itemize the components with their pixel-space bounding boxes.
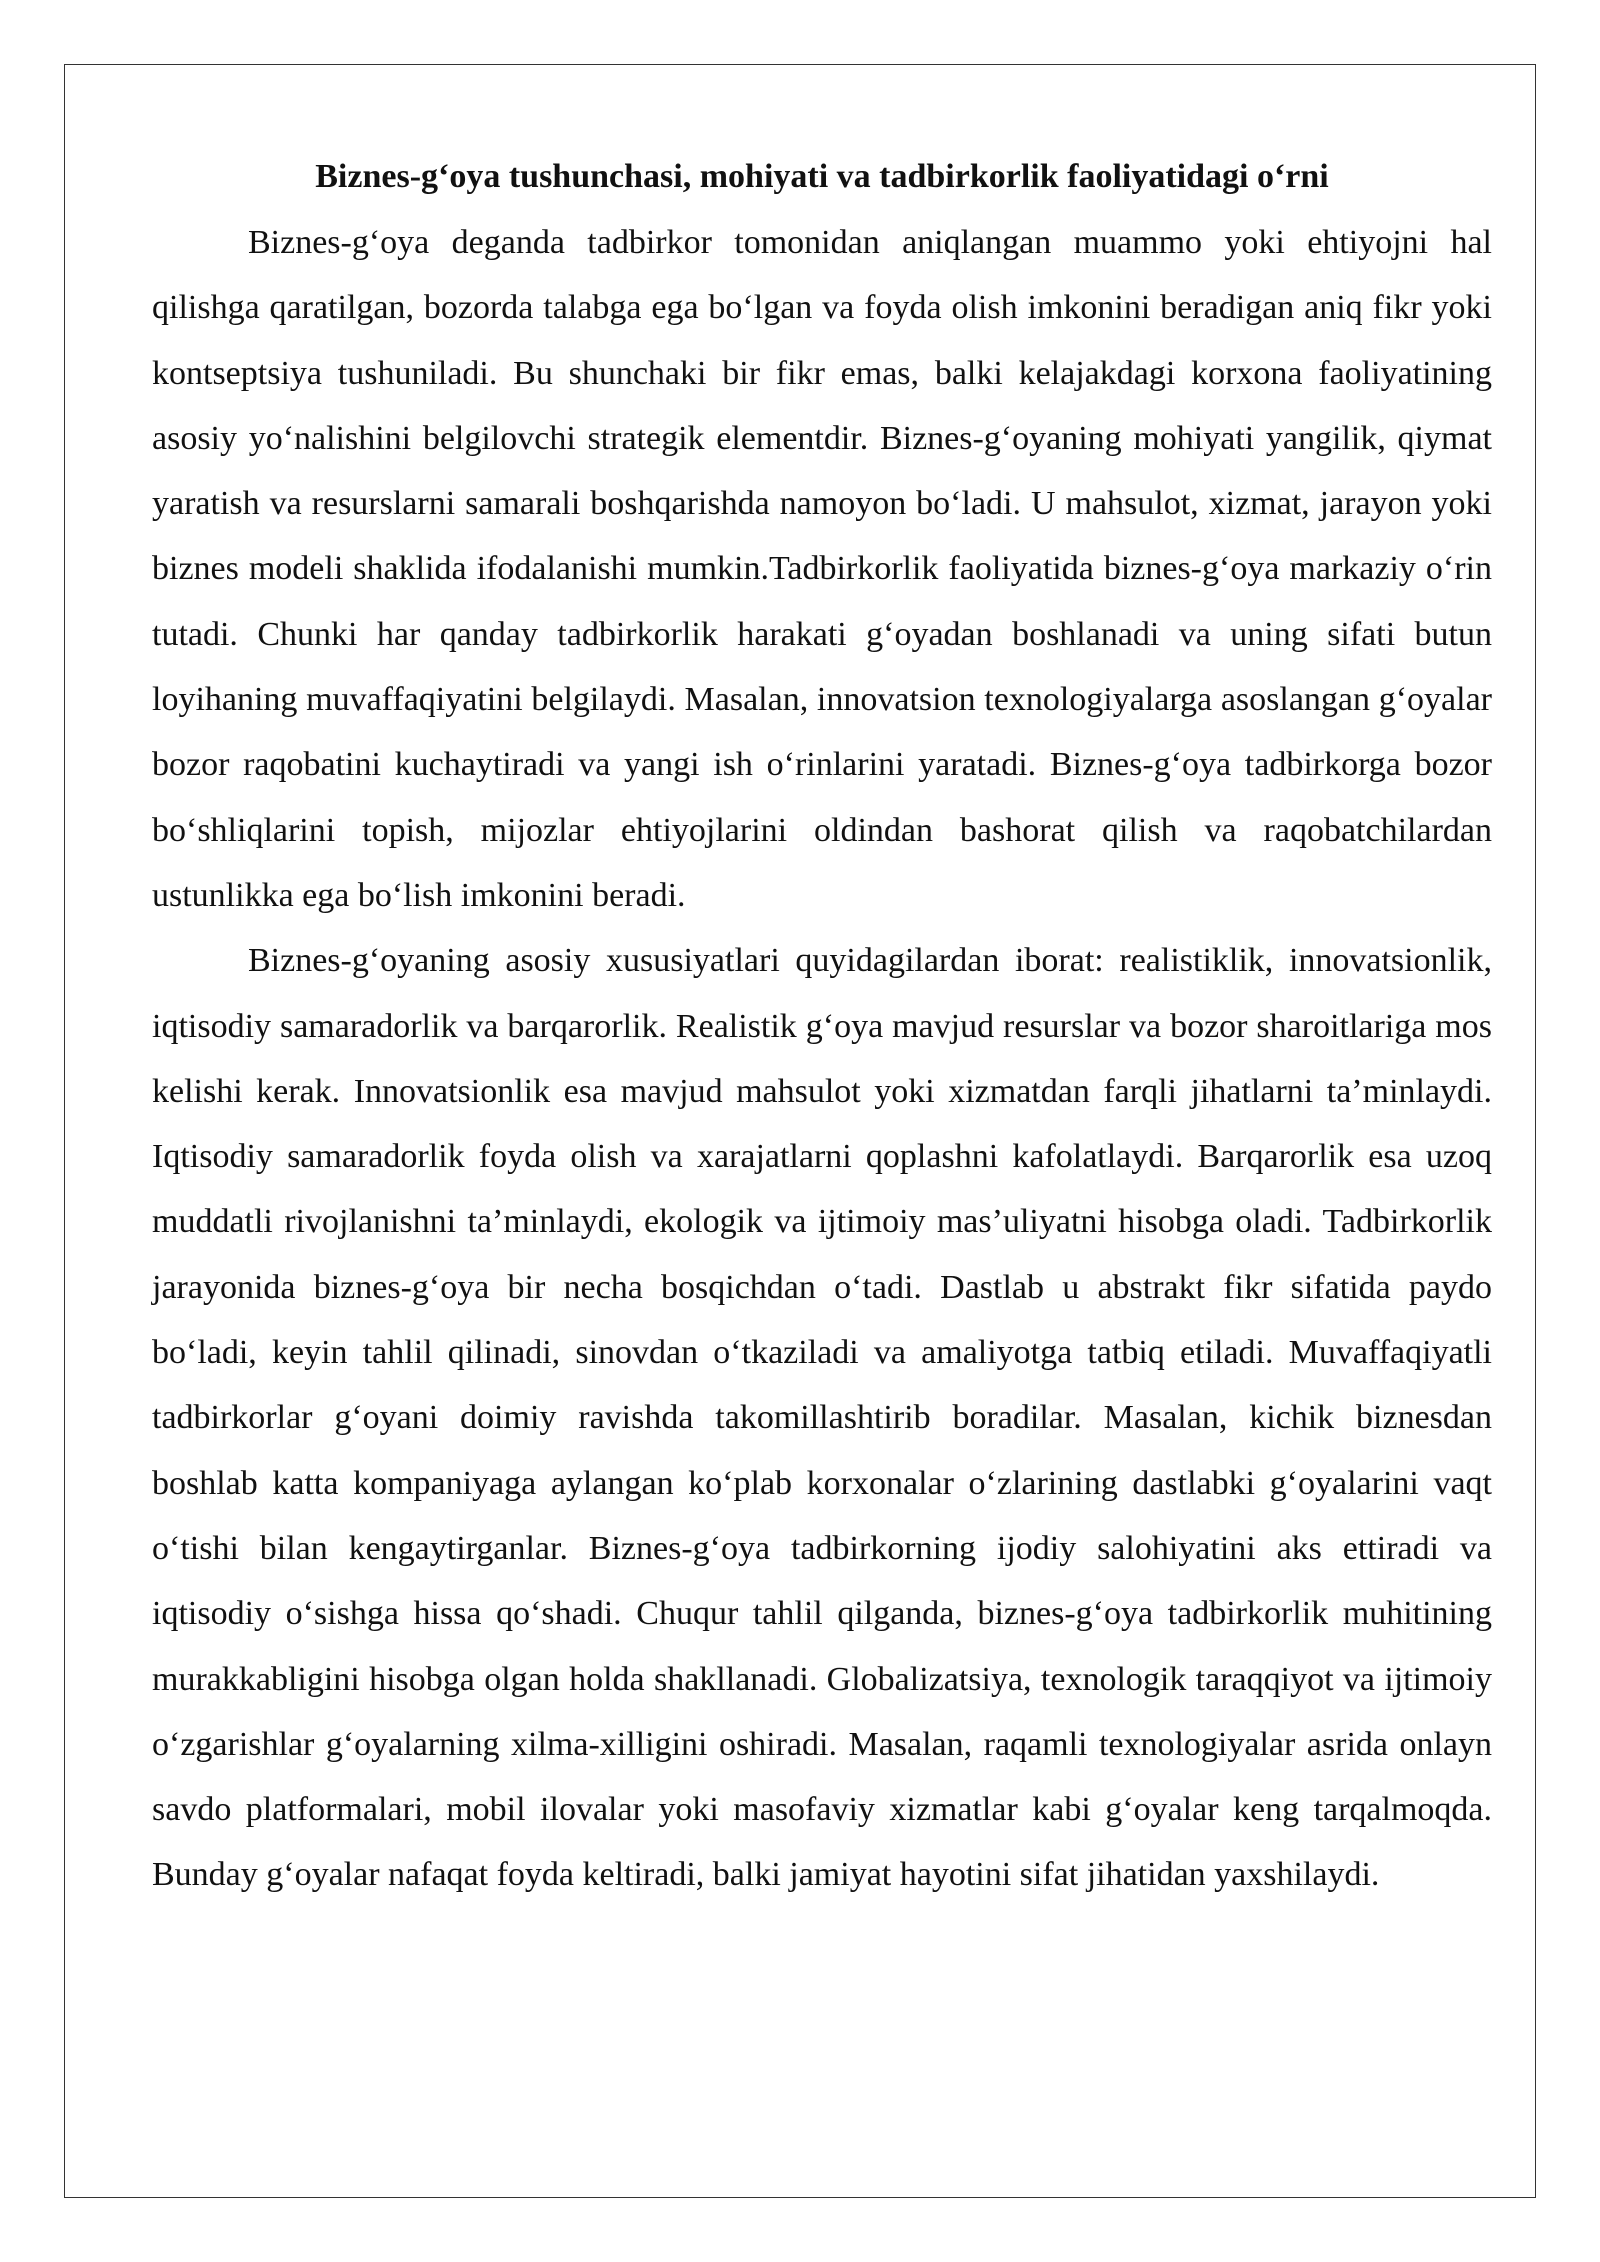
paragraph-2: Biznes-g‘oyaning asosiy xususiyatlari quyidagilardan iborat: realistiklik, innovatsionlik, iqtisodiy samaradorlik va barqarorlik. Realistik g‘oya mavjud resurslar va bozor sharoitlariga mos kelishi kerak. Innovatsionlik esa mavjud mahsulot yoki xizmatdan farqli jihatlarni ta’minlaydi. Iqtisodiy samaradorlik foyda olish va xarajatlarni qoplashni kafolatlaydi. Barqarorlik esa uzoq muddatli rivojlanishni ta’minlaydi, ekologik va ijtimoiy mas’uliyatni hisobga oladi. Tadbirkorlik jarayonida biznes-g‘oya bir necha bosqichdan o‘tadi. Dastlab u abstrakt fikr sifatida paydo bo‘ladi, keyin tahlil qilinadi, sinovdan o‘tkaziladi va amaliyotga tatbiq etiladi. Muvaffaqiyatli tadbirkorlar g‘oyani doimiy ravishda takomillashtirib boradilar. Masalan, kichik biznesdan boshlab katta kompaniyaga aylangan ko‘plab korxonalar o‘zlarining dastlabki g‘oyalarini vaqt o‘tishi bilan kengaytirganlar. Biznes-g‘oya tadbirkorning ijodiy salohiyatini aks ettiradi va iqtisodiy o‘sishga hissa qo‘shadi. Chuqur tahlil qilganda, biznes-g‘oya tadbirkorlik muhitining murakkabligini hisobga olgan holda shakllanadi. Globalizatsiya, texnologik taraqqiyot va ijtimoiy o‘zgarishlar g‘oyalarning xilma-xilligini oshiradi. Masalan, raqamli texnologiyalar asrida onlayn savdo platformalari, mobil ilovalar yoki masofaviy xizmatlar kabi g‘oyalar keng tarqalmoqda. Bunday g‘oyalar nafaqat foyda keltiradi, balki jamiyat hayotini sifat jihatidan yaxshilaydi. (152, 942, 1492, 1894)
document-title: Biznes-g‘oya tushunchasi, mohiyati va tadbirkorlik faoliyatidagi o‘rni (315, 158, 1329, 195)
document-body (152, 210, 1492, 1908)
paragraph-1: Biznes-g‘oya deganda tadbirkor tomonidan aniqlangan muammo yoki ehtiyojni hal qilishga qaratilgan, bozorda talabga ega bo‘lgan va foyda olish imkonini beradigan aniq fikr yoki kontseptsiya tushuniladi. Bu shunchaki bir fikr emas, balki kelajakdagi korxona faoliyatining asosiy yo‘nalishini belgilovchi strategik elementdir. Biznes-g‘oyaning mohiyati yangilik, qiymat yaratish va resurslarni samarali boshqarishda namoyon bo‘ladi. U mahsulot, xizmat, jarayon yoki biznes modeli shaklida ifodalanishi mumkin.Tadbirkorlik faoliyatida biznes-g‘oya markaziy o‘rin tutadi. Chunki har qanday tadbirkorlik harakati g‘oyadan boshlanadi va uning sifati butun loyihaning muvaffaqiyatini belgilaydi. Masalan, innovatsion texnologiyalarga asoslangan g‘oyalar bozor raqobatini kuchaytiradi va yangi ish o‘rinlarini yaratadi. Biznes-g‘oya tadbirkorga bozor bo‘shliqlarini topish, mijozlar ehtiyojlarini oldindan bashorat qilish va raqobatchilardan ustunlikka ega bo‘lish imkonini beradi. (152, 224, 1492, 914)
